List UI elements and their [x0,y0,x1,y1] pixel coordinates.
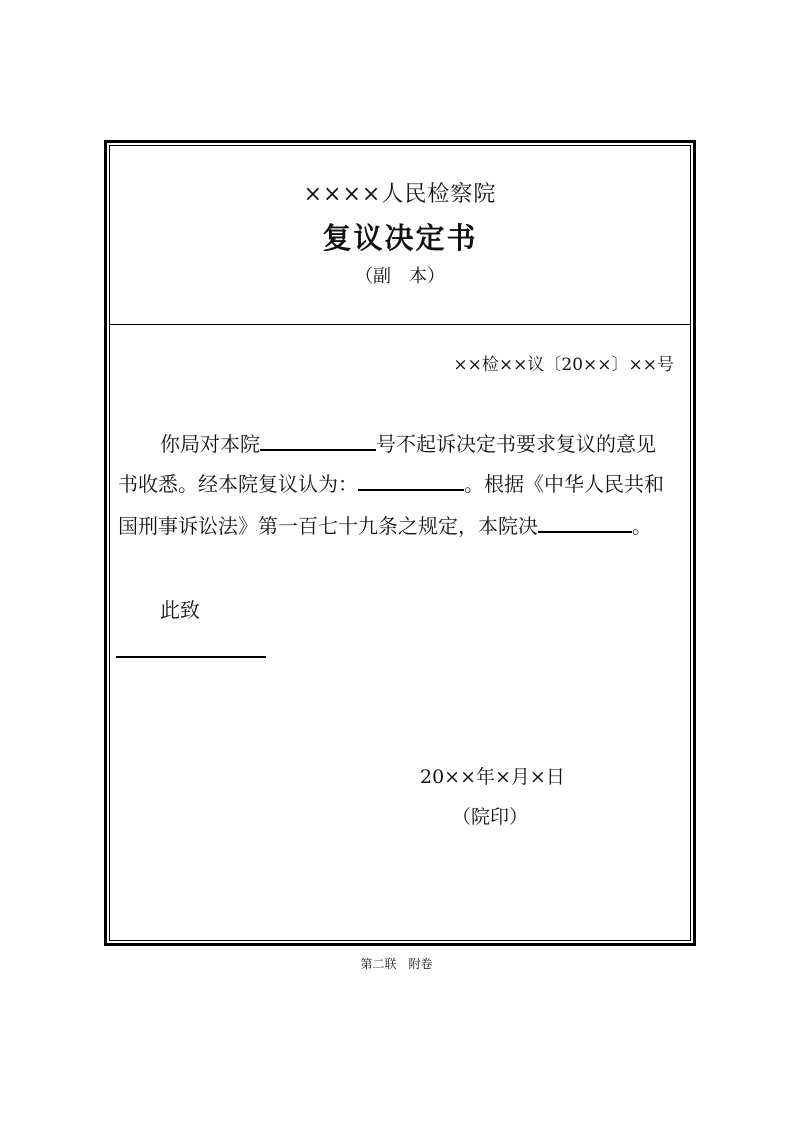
decision-blank[interactable] [538,513,632,533]
document-title: 复议决定书 [322,221,478,255]
recipient-blank[interactable] [116,656,266,658]
review-opinion-blank[interactable] [358,471,464,491]
body-text: 。根据《中华人民共和 [464,472,664,496]
body-text: 你局对本院 [160,432,260,456]
document-inner-frame [109,145,691,941]
issue-date: 20××年×月×日 [420,766,565,788]
procuratorate-name: ××××人民检察院 [303,182,497,207]
body-text: 。 [632,514,652,538]
document-outer-frame [104,140,696,946]
document-header [110,146,690,325]
decision-number-blank[interactable] [260,431,376,451]
copy-label: （副 本） [355,266,445,287]
body-text: 号不起诉决定书要求复议的意见 [376,432,656,456]
body-line-1 [118,428,690,457]
salutation: 此致 [160,598,200,622]
court-seal-label: （院印） [452,806,529,828]
body-line-2 [118,468,690,497]
body-line-3 [118,510,690,539]
copy-footer: 第二联 附卷 [360,957,433,971]
body-text: 书收悉。经本院复议认为： [118,472,358,496]
document-number: ××检××议〔20××〕××号 [453,355,674,375]
body-text: 国刑事诉讼法》第一百七十九条之规定，本院决 [118,514,538,538]
